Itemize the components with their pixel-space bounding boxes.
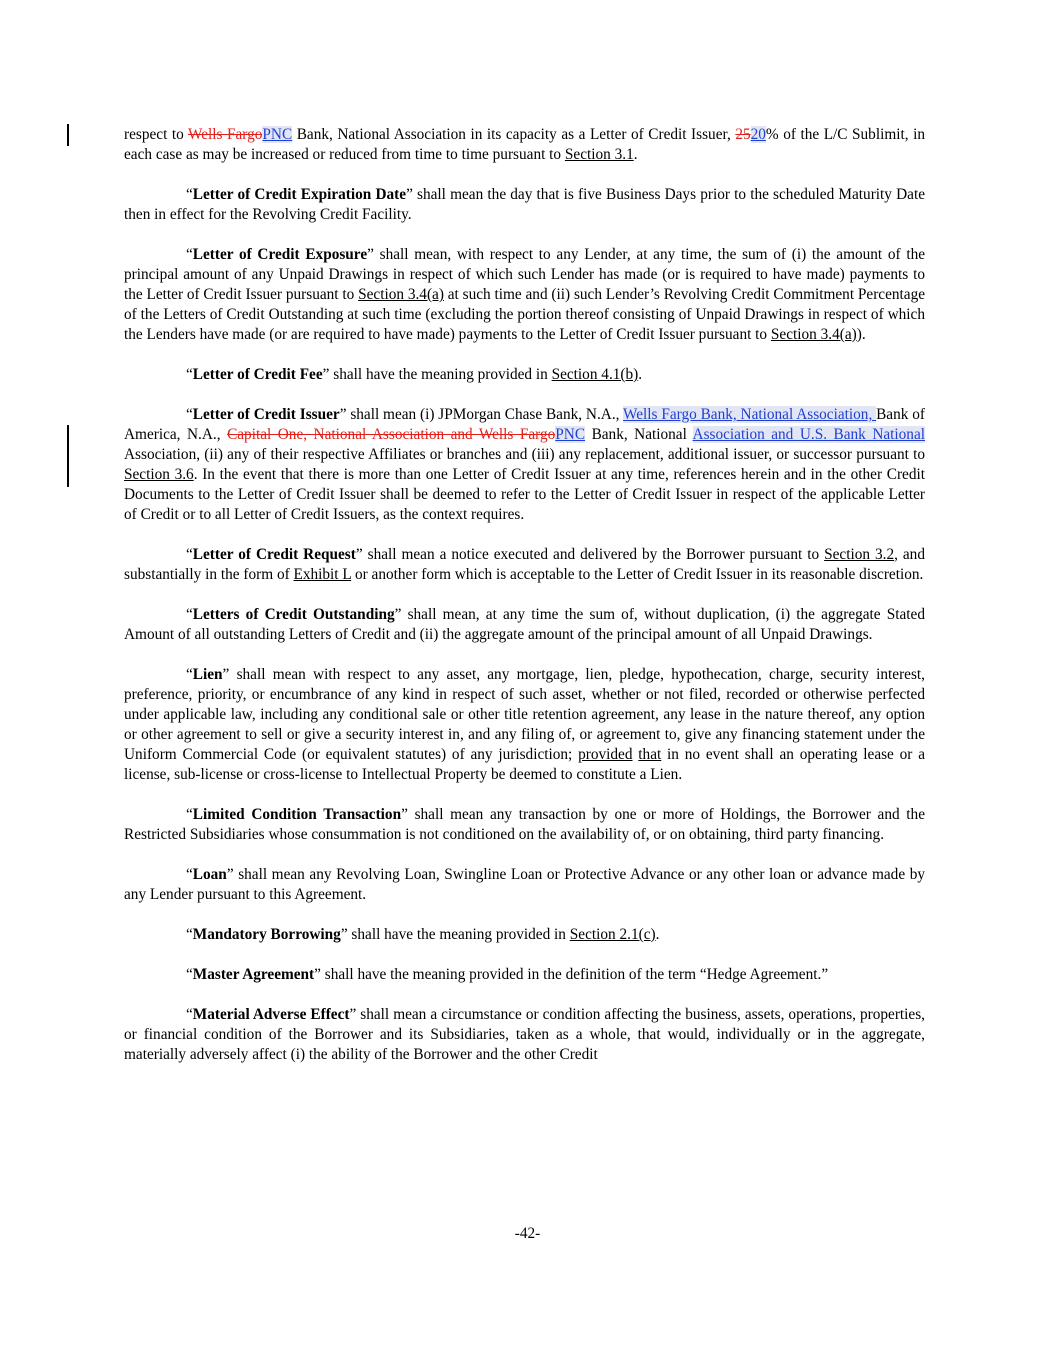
defined-term: Letter of Credit Fee [192,366,323,383]
change-bar [67,425,69,487]
page-number: -42- [514,1225,541,1242]
definition-material-adverse-effect: “Material Adverse Effect” shall mean a circumstance or condition affecting the business, assets, operations, properties, or financial condition of the Borrower and its Subsidiaries, taken as a whole, that would, individually or in the aggregate, materially adversely affect (i) the ability of the Borrower and the other Credit [124,1006,925,1063]
section-reference: Section 3.1 [564,146,634,163]
paragraph-lc-sublimit-continuation: respect to Wells FargoPNC Bank, National Association in its capacity as a Letter of Credit Issuer, 2520% of the L/C Sublimit, in each case as may be increased or reduced from time to time pursuant to Section 3.1. [124,126,925,163]
deleted-text: Wells Fargo [188,126,263,143]
section-reference: Section 2.1(c) [569,926,656,943]
defined-term: Letter of Credit Expiration Date [192,186,407,203]
proviso-term: provided [578,746,633,763]
document-body [124,125,925,1085]
proviso-term: that [638,746,662,763]
definition-limited-condition-transaction: “Limited Condition Transaction” shall mean any transaction by one or more of Holdings, the Borrower and the Restricted Subsidiaries whose consummation is not conditioned on the availability of, or on obtaining, third party financing. [124,806,925,843]
definition-master-agreement: “Master Agreement” shall have the meaning provided in the definition of the term “Hedge Agreement.” [186,966,829,983]
inserted-text: Association and U.S. Bank National [692,426,925,443]
definition-letter-of-credit-fee: “Letter of Credit Fee” shall have the meaning provided in Section 4.1(b). [186,366,643,383]
defined-term: Loan [192,866,227,883]
defined-term: Master Agreement [192,966,315,983]
definition-letter-of-credit-exposure: “Letter of Credit Exposure” shall mean, with respect to any Lender, at any time, the sum of (i) the amount of the principal amount of any Unpaid Drawings in respect of which such Lender has made (or is required to have made) payments to the Letter of Credit Issuer pursuant to Section 3.4(a) at such time and (ii) such Lender’s Revolving Credit Commitment Percentage of the Letters of Credit Outstanding at such time (excluding the portion thereof consisting of Unpaid Drawings in respect of which the Lenders have made (or are required to have made) payments to the Letter of Credit Issuer pursuant to Section 3.4(a)). [124,246,926,343]
section-reference: Section 3.2 [824,546,895,563]
inserted-text: PNC [262,126,293,143]
definition-mandatory-borrowing: “Mandatory Borrowing” shall have the meaning provided in Section 2.1(c). [186,926,660,943]
defined-term: Letter of Credit Exposure [192,246,368,263]
section-reference: Section 3.6 [124,466,194,483]
defined-term: Letter of Credit Request [192,546,356,563]
defined-term: Material Adverse Effect [192,1006,350,1023]
section-reference: Section 4.1(b) [551,366,639,383]
inserted-text: PNC [555,426,586,443]
defined-term: Lien [192,666,223,683]
deleted-text: 25 [735,126,751,143]
inserted-text: Wells Fargo Bank, National Association, [623,406,877,423]
definition-loan: “Loan” shall mean any Revolving Loan, Swingline Loan or Protective Advance or any other loan or advance made by any Lender pursuant to this Agreement. [124,866,925,903]
definition-letter-of-credit-request: “Letter of Credit Request” shall mean a notice executed and delivered by the Borrower pursuant to Section 3.2, and substantially in the form of Exhibit L or another form which is acceptable to the Letter of Credit Issuer in its reasonable discretion. [124,546,925,583]
change-bar [67,124,69,146]
defined-term: Mandatory Borrowing [192,926,341,943]
definition-letter-of-credit-issuer: “Letter of Credit Issuer” shall mean (i) JPMorgan Chase Bank, N.A., Wells Fargo Bank, National Association, Bank of America, N.A., Capital One, National Association and Wells FargoPNC Bank, National Association and U.S. Bank National Association, (ii) any of their respective Affiliates or branches and (iii) any replacement, additional issuer, or successor pursuant to Section 3.6. In the event that there is more than one Letter of Credit Issuer at any time, references herein and in the other Credit Documents to the Letter of Credit Issuer shall be deemed to refer to the Letter of Credit Issuer in respect of the applicable Letter of Credit or to all Letter of Credit Issuers, as the context requires. [124,406,925,523]
inserted-text: 20 [750,126,766,143]
deleted-text: Capital One, National Association and Wells Fargo [227,426,556,443]
section-reference: Section 3.4(a) [358,286,444,303]
definition-letters-of-credit-outstanding: “Letters of Credit Outstanding” shall mean, at any time the sum of, without duplication, (i) the aggregate Stated Amount of all outstanding Letters of Credit and (ii) the aggregate amount of the principal amount of all Unpaid Drawings. [124,606,925,643]
defined-term: Limited Condition Transaction [192,806,402,823]
definition-letter-of-credit-expiration-date: “Letter of Credit Expiration Date” shall mean the day that is five Business Days prior to the scheduled Maturity Date then in effect for the Revolving Credit Facility. [124,186,925,223]
section-reference: Section 3.4(a) [770,326,857,343]
defined-term: Letters of Credit Outstanding [192,606,395,623]
definition-lien: “Lien” shall mean with respect to any asset, any mortgage, lien, pledge, hypothecation, charge, security interest, preference, priority, or encumbrance of any kind in respect of such asset, whether or not filed, recorded or otherwise perfected under applicable law, including any conditional sale or other title retention agreement, any lease in the nature thereof, any option or other agreement to sell or give a security interest in, and any filing of, or agreement to, give any financing statement under the Uniform Commercial Code (or equivalent statutes) of any jurisdiction; provided that in no event shall an operating lease or a license, sub-license or cross-license to Intellectual Property be deemed to constitute a Lien. [124,666,925,783]
exhibit-reference: Exhibit L [293,566,352,583]
defined-term: Letter of Credit Issuer [192,406,340,423]
